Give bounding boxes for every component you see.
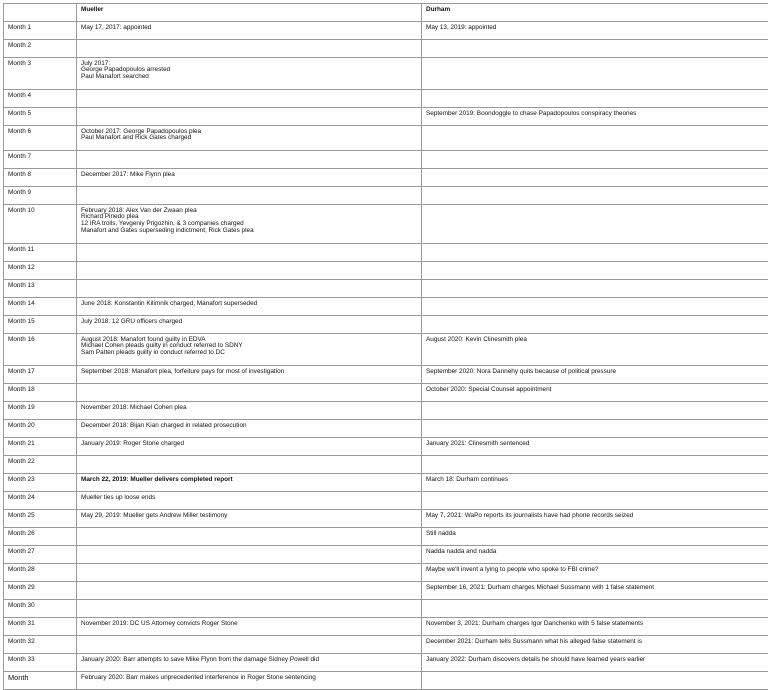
mueller-cell (77, 582, 422, 600)
table-row (4, 280, 768, 298)
month-cell: Month 32 (4, 636, 77, 654)
header-mueller: Mueller (77, 4, 422, 22)
table-row (4, 126, 768, 151)
table-row (4, 187, 768, 205)
durham-cell (422, 262, 768, 280)
durham-cell (422, 298, 768, 316)
durham-cell (422, 151, 768, 169)
durham-cell (422, 420, 768, 438)
durham-cell (422, 672, 768, 690)
durham-cell: August 2020: Kevin Clinesmith plea (422, 334, 768, 366)
month-cell: Month 13 (4, 280, 77, 298)
durham-cell (422, 402, 768, 420)
month-cell: Month 24 (4, 492, 77, 510)
table-row (4, 492, 768, 510)
durham-cell: January 2022: Durham discovers details he should have learned years earlier (422, 654, 768, 672)
durham-cell (422, 90, 768, 108)
month-cell: Month 29 (4, 582, 77, 600)
mueller-cell: May 29, 2019: Mueller gets Andrew Miller testimony (77, 510, 422, 528)
durham-cell: November 3, 2021: Durham charges Igor Danchenko with 5 false statements (422, 618, 768, 636)
durham-cell (422, 316, 768, 334)
mueller-cell (77, 90, 422, 108)
mueller-cell (77, 244, 422, 262)
month-cell: Month 26 (4, 528, 77, 546)
mueller-cell: July 2018: 12 GRU officers charged (77, 316, 422, 334)
mueller-cell (77, 528, 422, 546)
table-row (4, 636, 768, 654)
month-cell: Month 3 (4, 58, 77, 90)
month-cell: Month 4 (4, 90, 77, 108)
table-row (4, 528, 768, 546)
month-cell: Month 14 (4, 298, 77, 316)
month-cell: Month 12 (4, 262, 77, 280)
month-cell: Month 19 (4, 402, 77, 420)
header-durham: Durham (422, 4, 768, 22)
durham-cell (422, 456, 768, 474)
durham-cell (422, 126, 768, 151)
durham-cell: September 2019: Boondoggle to chase Papadopoulos conspiracy theories (422, 108, 768, 126)
mueller-cell: Mueller ties up loose ends (77, 492, 422, 510)
durham-cell: May 7, 2021: WaPo reports its journalists have had phone records seized (422, 510, 768, 528)
durham-cell (422, 492, 768, 510)
mueller-cell: January 2019: Roger Stone charged (77, 438, 422, 456)
durham-cell: October 2020: Special Counsel appointment (422, 384, 768, 402)
mueller-cell: August 2018: Manafort found guilty in EDVA Michael Cohen pleads guilty in conduct referred to SDNY Sam Patten pleads guilty in conduct referred to DC (77, 334, 422, 366)
durham-cell (422, 205, 768, 244)
mueller-cell: November 2019: DC US Attorney convicts Roger Stone (77, 618, 422, 636)
month-cell: Month 21 (4, 438, 77, 456)
month-cell: Month 25 (4, 510, 77, 528)
mueller-cell: December 2018: Bijan Kian charged in related prosecution (77, 420, 422, 438)
mueller-cell (77, 108, 422, 126)
durham-cell: January 2021: Clinesmith sentenced (422, 438, 768, 456)
mueller-cell: January 2020: Barr attempts to save Mike Flynn from the damage Sidney Powell did (77, 654, 422, 672)
durham-cell (422, 187, 768, 205)
month-cell: Month 16 (4, 334, 77, 366)
durham-cell: December 2021: Durham tells Sussmann what his alleged false statement is (422, 636, 768, 654)
month-cell: Month 27 (4, 546, 77, 564)
month-cell: Month 2 (4, 40, 77, 58)
table-row (4, 22, 768, 40)
durham-cell (422, 600, 768, 618)
month-cell: Month 17 (4, 366, 77, 384)
month-cell: Month 6 (4, 126, 77, 151)
month-cell: Month 33 (4, 654, 77, 672)
month-cell: Month 7 (4, 151, 77, 169)
month-cell: Month 5 (4, 108, 77, 126)
mueller-cell: May 17, 2017: appointed (77, 22, 422, 40)
table-row (4, 169, 768, 187)
table-row (4, 582, 768, 600)
durham-cell: March 18: Durham continues (422, 474, 768, 492)
mueller-cell: March 22, 2019: Mueller delivers completed report (77, 474, 422, 492)
table-row (4, 672, 768, 690)
table-row (4, 618, 768, 636)
month-cell: Month 28 (4, 564, 77, 582)
table-row (4, 58, 768, 90)
mueller-cell: February 2020: Barr makes unprecedented interference in Roger Stone sentencing (77, 672, 422, 690)
month-cell: Month 8 (4, 169, 77, 187)
table-row (4, 298, 768, 316)
durham-cell (422, 58, 768, 90)
mueller-cell (77, 384, 422, 402)
durham-cell (422, 280, 768, 298)
mueller-cell (77, 262, 422, 280)
table-row (4, 151, 768, 169)
table-row (4, 654, 768, 672)
mueller-cell (77, 636, 422, 654)
month-cell: Month 11 (4, 244, 77, 262)
table-row (4, 600, 768, 618)
table-row (4, 316, 768, 334)
mueller-cell: June 2018: Konstantin Kilimnik charged, Manafort superseded (77, 298, 422, 316)
table-row (4, 40, 768, 58)
month-cell: Month (4, 672, 77, 690)
mueller-cell: July 2017: George Papadopoulos arrested Paul Manafort searched (77, 58, 422, 90)
mueller-cell (77, 40, 422, 58)
durham-cell: Nadda nadda and nadda (422, 546, 768, 564)
mueller-cell: December 2017: Mike Flynn plea (77, 169, 422, 187)
month-cell: Month 22 (4, 456, 77, 474)
durham-cell (422, 169, 768, 187)
mueller-cell (77, 456, 422, 474)
table-row (4, 402, 768, 420)
timeline-table (3, 3, 768, 690)
table-row (4, 244, 768, 262)
mueller-cell (77, 546, 422, 564)
month-cell: Month 31 (4, 618, 77, 636)
durham-cell (422, 244, 768, 262)
mueller-cell (77, 280, 422, 298)
mueller-cell: November 2018: Michael Cohen plea (77, 402, 422, 420)
table-body (4, 22, 768, 690)
month-cell: Month 23 (4, 474, 77, 492)
durham-cell: Maybe we'll invent a lying to people who spoke to FBI crime? (422, 564, 768, 582)
month-cell: Month 1 (4, 22, 77, 40)
durham-cell: May 13, 2019: appointed (422, 22, 768, 40)
table-row (4, 420, 768, 438)
table-row (4, 90, 768, 108)
table-row (4, 456, 768, 474)
mueller-cell: February 2018: Alex Van der Zwaan plea Richard Pinedo plea 12 IRA trolls, Yevgeniy Prigozhin, & 3 companies charged Manafort and Gates superseding indictment; Rick Gates plea (77, 205, 422, 244)
month-cell: Month 30 (4, 600, 77, 618)
table-row (4, 564, 768, 582)
table-row (4, 474, 768, 492)
durham-cell (422, 40, 768, 58)
mueller-cell: September 2018: Manafort plea, forfeiture pays for most of investigation (77, 366, 422, 384)
header-row (4, 4, 768, 22)
mueller-cell (77, 151, 422, 169)
mueller-cell (77, 187, 422, 205)
table-row (4, 262, 768, 280)
month-cell: Month 10 (4, 205, 77, 244)
mueller-cell: October 2017: George Papadopoulos plea Paul Manafort and Rick Gates charged (77, 126, 422, 151)
table-row (4, 438, 768, 456)
durham-cell: September 2020: Nora Dannehy quits because of political pressure (422, 366, 768, 384)
table-row (4, 334, 768, 366)
durham-cell: Still nadda (422, 528, 768, 546)
header-month (4, 4, 77, 22)
table-row (4, 384, 768, 402)
table-row (4, 510, 768, 528)
table-row (4, 366, 768, 384)
month-cell: Month 18 (4, 384, 77, 402)
table-row (4, 108, 768, 126)
mueller-cell (77, 600, 422, 618)
month-cell: Month 20 (4, 420, 77, 438)
table-row (4, 205, 768, 244)
table-row (4, 546, 768, 564)
durham-cell: September 16, 2021: Durham charges Michael Sussmann with 1 false statement (422, 582, 768, 600)
month-cell: Month 9 (4, 187, 77, 205)
mueller-cell (77, 564, 422, 582)
month-cell: Month 15 (4, 316, 77, 334)
